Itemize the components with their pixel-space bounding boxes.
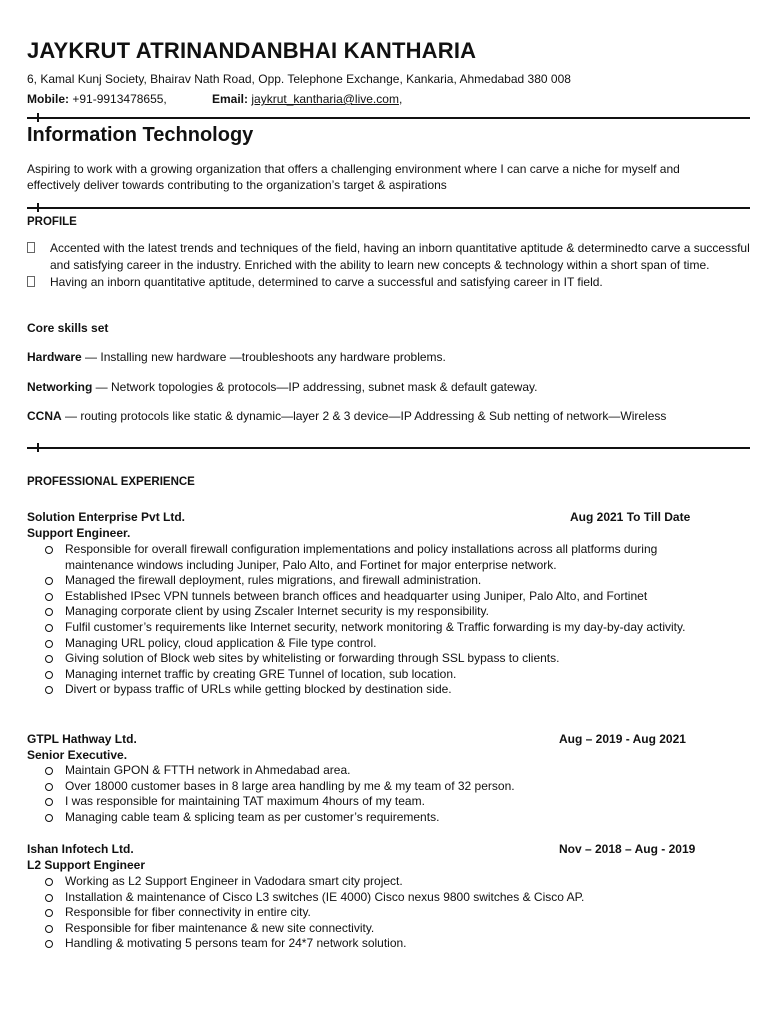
list-item: Managing internet traffic by creating GRE Tunnel of location, sub location. <box>43 667 743 683</box>
list-item: Working as L2 Support Engineer in Vadodara smart city project. <box>43 874 743 890</box>
email-label: Email: <box>212 92 249 106</box>
list-item: Responsible for overall firewall configuration implementations and policy installations across all platforms during <box>43 542 743 558</box>
circle-bullet-icon <box>45 546 53 554</box>
list-item: Established IPsec VPN tunnels between branch offices and headquarter using Juniper, Palo Alto, and Fortinet <box>43 589 743 605</box>
job-role: Support Engineer. <box>27 526 131 540</box>
email-suffix: , <box>398 92 403 106</box>
list-item: Managed the firewall deployment, rules migrations, and firewall administration. <box>43 573 743 589</box>
job-role: L2 Support Engineer <box>27 858 146 872</box>
profile-heading: PROFILE <box>27 216 77 228</box>
list-item: Responsible for fiber maintenance & new site connectivity. <box>43 921 743 937</box>
circle-bullet-icon <box>45 940 53 948</box>
objective-text: Aspiring to work with a growing organization that offers a challenging environment where I can carve a niche for myself and effectively deliver towards contributing to the organization’s target & aspirations <box>27 162 680 192</box>
list-item: Managing URL policy, cloud application & File type control. <box>43 636 743 652</box>
job-company: GTPL Hathway Ltd. <box>27 732 137 746</box>
circle-bullet-icon <box>45 798 53 806</box>
job-dates: Aug 2021 To Till Date <box>570 510 691 524</box>
profile-item-text: Having an inborn quantitative aptitude, determined to carve a successful and satisfying career in IT field. <box>50 275 603 289</box>
circle-bullet-icon <box>45 655 53 663</box>
bullet-box-icon <box>27 242 35 253</box>
profile-item-text: Accented with the latest trends and techniques of the field, having an inborn quantitative aptitude & determinedto carve a successful and satisfying career in the industry. Enriched with the ability to learn new concepts & technology within a short span of time. <box>50 241 750 272</box>
mobile-number: +91-9913478655, <box>72 92 167 106</box>
circle-bullet-icon <box>45 925 53 933</box>
list-item: Managing corporate client by using Zscaler Internet security is my responsibility. <box>43 604 743 620</box>
skill-ccna: CCNA — routing protocols like static & dynamic—layer 2 & 3 device—IP Addressing & Sub netting of network—Wireless <box>27 409 667 423</box>
circle-bullet-icon <box>45 577 53 585</box>
circle-bullet-icon <box>45 624 53 632</box>
list-item: Managing cable team & splicing team as per customer’s requirements. <box>43 810 743 826</box>
candidate-name: JAYKRUT ATRINANDANBHAI KANTHARIA <box>27 38 477 63</box>
job-bullets <box>43 542 743 698</box>
list-item: Giving solution of Block web sites by whitelisting or forwarding through SSL bypass to clients. <box>43 651 743 667</box>
job-role: Senior Executive. <box>27 748 128 762</box>
circle-bullet-icon <box>45 783 53 791</box>
mobile-line <box>27 92 167 106</box>
email-link[interactable]: jaykrut_kantharia@live.com <box>251 92 399 106</box>
job-company: Solution Enterprise Pvt Ltd. <box>27 510 186 524</box>
skill-networking: Networking — Network topologies & protocols—IP addressing, subnet mask & default gateway. <box>27 380 538 394</box>
divider-3-tick <box>37 443 39 452</box>
email-line <box>212 92 402 106</box>
circle-bullet-icon <box>45 894 53 902</box>
skill-hardware: Hardware — Installing new hardware —troubleshoots any hardware problems. <box>27 350 446 364</box>
circle-bullet-icon <box>45 814 53 822</box>
job-dates: Nov – 2018 – Aug - 2019 <box>559 842 696 856</box>
circle-bullet-icon <box>45 608 53 616</box>
mobile-label: Mobile: <box>27 92 69 106</box>
list-item: Responsible for fiber connectivity in entire city. <box>43 905 743 921</box>
list-item: Installation & maintenance of Cisco L3 switches (IE 4000) Cisco nexus 9800 switches & Cisco AP. <box>43 890 743 906</box>
list-item: Over 18000 customer bases in 8 large area handling by me & my team of 32 person. <box>43 779 743 795</box>
divider-1-tick <box>37 113 39 122</box>
experience-heading: PROFESSIONAL EXPERIENCE <box>27 476 195 488</box>
job-bullets <box>43 874 743 952</box>
divider-1 <box>27 117 750 119</box>
circle-bullet-icon <box>45 671 53 679</box>
job-company: Ishan Infotech Ltd. <box>27 842 134 856</box>
profile-item <box>27 240 752 274</box>
list-item: Divert or bypass traffic of URLs while getting blocked by destination side. <box>43 682 743 698</box>
divider-2 <box>27 207 750 209</box>
list-item: Maintain GPON & FTTH network in Ahmedabad area. <box>43 763 743 779</box>
list-item: I was responsible for maintaining TAT maximum 4hours of my team. <box>43 794 743 810</box>
circle-bullet-icon <box>45 878 53 886</box>
circle-bullet-icon <box>45 640 53 648</box>
address: 6, Kamal Kunj Society, Bhairav Nath Road, Opp. Telephone Exchange, Kankaria, Ahmedabad 380 008 <box>27 72 571 86</box>
profile-item <box>27 274 752 291</box>
list-item: Handling & motivating 5 persons team for 24*7 network solution. <box>43 936 743 952</box>
circle-bullet-icon <box>45 909 53 917</box>
profile-list <box>27 240 752 291</box>
circle-bullet-icon <box>45 686 53 694</box>
divider-2-tick <box>37 203 39 212</box>
circle-bullet-icon <box>45 767 53 775</box>
bullet-box-icon <box>27 276 35 287</box>
list-item: Fulfil customer’s requirements like Internet security, network monitoring & Traffic forwarding is my day-by-day activity. <box>43 620 743 636</box>
skills-heading: Core skills set <box>27 321 109 335</box>
circle-bullet-icon <box>45 593 53 601</box>
career-title: Information Technology <box>27 124 254 146</box>
list-item: maintenance windows including Juniper, Palo Alto, and Fortinet for major enterprise network. <box>65 557 557 572</box>
job-dates: Aug – 2019 - Aug 2021 <box>559 732 686 746</box>
divider-3 <box>27 447 750 449</box>
job-bullets <box>43 763 743 825</box>
